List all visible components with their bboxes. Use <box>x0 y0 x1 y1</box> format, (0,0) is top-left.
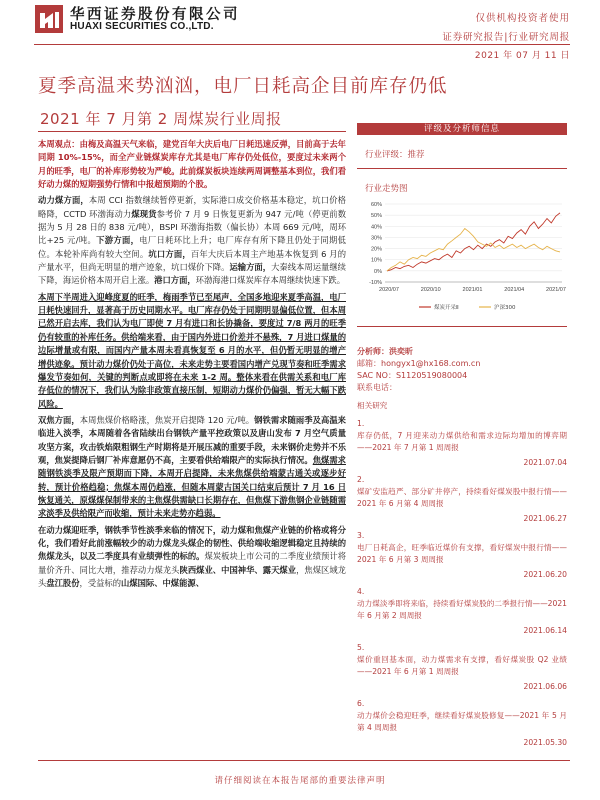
analyst-name: 洪奕昕 <box>389 347 413 356</box>
x-tick-label: 2020/07 <box>379 287 399 293</box>
legend-label: 沪深300 <box>494 305 516 311</box>
industry-rating: 行业评级：推荐 <box>365 150 425 160</box>
y-tick-label: -10% <box>369 280 382 286</box>
analyst-email[interactable]: 邮箱：hongyx1@hx168.com.cn <box>357 359 481 368</box>
related-report-number: 4. <box>357 587 365 596</box>
x-tick-label: 2020/10 <box>420 287 441 293</box>
analyst-sac-no: SAC NO：S1120519080004 <box>357 371 468 380</box>
related-report-item[interactable] <box>357 698 567 749</box>
report-title: 夏季高温来势汹汹，电厂日耗高企目前库存仍低 <box>38 76 448 97</box>
sidebar-divider <box>357 168 567 169</box>
footer-divider <box>38 760 570 761</box>
thermal-coal-paragraph: 动力煤方面，本周 CCI 指数继续暂停更新，实际港口成交价格基本稳定，坑口价格略降，CCTD 环渤海动力煤现货参考价 7 月 9 日恢复更新为 947 元/吨（停更前数据为 5 月 28 日的 838 元/吨），BSPI 环渤海指数（偏长协）本周 669 元/吨，周环比+25 元/吨。下游方面，电厂日耗环比上升；电厂库存有所下降且仍处于同期低位。本轮补库尚有较大空间。坑口方面，百年大庆后本周主产地基本恢复到 6 月的产量水平，但尚无明显的增产迹象，坑口煤价下降。运输方面，大秦线本周运量继续下降，海运价格本周开启上涨。港口方面，环渤海港口煤炭库存本周继续快速下跌。 <box>38 195 346 286</box>
huaxi-logo-icon <box>34 4 64 34</box>
related-report-title[interactable]: 动力煤淡季即将来临，持续看好煤炭股的二季报行情——2021 年 6 月第 2 周周报 <box>357 599 567 620</box>
related-report-number: 5. <box>357 643 365 652</box>
report-date: 2021 年 07 月 11 日 <box>474 51 570 61</box>
analyst-info: 分析师：洪奕昕 邮箱：hongyx1@hx168.com.cn SAC NO：S1120519080004 联系电话： <box>357 346 567 394</box>
y-tick-label: 50% <box>370 213 382 220</box>
related-research <box>357 400 567 754</box>
y-tick-label: 30% <box>370 235 382 242</box>
related-report-number: 2. <box>357 475 365 484</box>
related-report-date: 2021.06.20 <box>523 570 567 579</box>
y-tick-label: 60% <box>370 202 382 208</box>
related-report-item[interactable] <box>357 642 567 693</box>
related-report-item[interactable] <box>357 586 567 637</box>
related-report-number: 1. <box>357 419 365 428</box>
audience-note: 仅供机构投资者使用 <box>475 13 570 24</box>
x-tick-label: 2021/04 <box>504 287 525 293</box>
company-name-cn: 华西证券股份有限公司 <box>70 7 240 23</box>
y-tick-label: 20% <box>370 246 382 253</box>
related-report-title[interactable]: 煤价重回基本面，动力煤需求有支撑，看好煤炭股 Q2 业绩——2021 年 6 月第 1 周周报 <box>357 655 567 676</box>
rating-section-header: 评级及分析师信息 <box>357 123 567 135</box>
report-subtitle: 2021 年 7 月第 2 周煤炭行业周报 <box>40 110 282 128</box>
related-report-title[interactable]: 库存仍低，7 月迎来动力煤供给和需求边际均增加的博弈期——2021 年 7 月第 1 周周报 <box>357 431 567 452</box>
report-type: 证券研究报告|行业研究周报 <box>442 32 570 43</box>
y-tick-label: 0% <box>374 268 382 275</box>
x-tick-label: 2021/01 <box>462 287 483 293</box>
related-report-date: 2021.06.14 <box>523 626 567 635</box>
related-research-heading: 相关研究 <box>357 401 388 410</box>
related-report-date: 2021.07.04 <box>523 458 567 467</box>
related-report-number: 6. <box>357 699 365 708</box>
page-header <box>0 0 600 62</box>
related-report-number: 3. <box>357 531 365 540</box>
related-report-item[interactable] <box>357 418 567 469</box>
report-body <box>38 138 346 593</box>
key-view-paragraph: 本周观点：由梅及高温天气来临，建党百年大庆后电厂日耗迅速反弹，目前高于去年同期 10%-15%，而全产业链煤炭库存尤其是电厂库存仍处低位，要度过未来两个月的旺季，电厂的补库形势较为严峻。此前煤炭板块连续两周调整基本到位，我们看好动力煤的短期强势行情和中报超预期的个股。 <box>38 139 346 190</box>
related-report-item[interactable] <box>357 530 567 581</box>
related-report-title[interactable]: 电厂日耗高企，旺季临近煤价有支撑，看好煤炭中报行情——2021 年 6 月第 3 周周报 <box>357 543 567 564</box>
coking-coal-paragraph: 双焦方面，本周焦煤价格略涨，焦炭开启提降 120 元/吨。钢铁需求随雨季及高温来临进入淡季，本周随着各省陆续出台钢铁产量平控政策以及唐山发布 7 月空气质量攻坚方案，攻击铁焰限粗钢生产时期将是开展压减的重要手段，未来钢价走势并不乐观，焦炭提降后钢厂补库意愿仍不高，主要看供给端限产的实际执行情况。焦煤需求随钢铁淡季及限产预期而下降，本周开启提降，未来焦煤供给端蒙古通关或逐步好转，预计价格趋稳；焦煤本周仍趋涨，但随本周蒙古国关口结束后预计 7 月 16 日恢复通关，原煤煤保制带来的主焦煤供需缺口长期存在，但焦煤下游焦钢企业链随需求淡季及供给限产而收缩，预计未来走势亦趋弱。 <box>38 414 346 519</box>
sidebar-divider-2 <box>357 326 567 327</box>
company-name-en: HUAXI SECURITIES CO.,LTD. <box>70 21 214 32</box>
chart-title: 行业走势图 <box>365 184 408 194</box>
related-report-date: 2021.06.27 <box>523 514 567 523</box>
related-report-date: 2021.06.06 <box>523 682 567 691</box>
x-tick-label: 2021/07 <box>546 287 566 293</box>
subtitle-divider <box>38 131 346 132</box>
related-report-item[interactable] <box>357 474 567 525</box>
y-tick-label: 40% <box>370 224 382 231</box>
outlook-paragraph: 本周下半周进入迎峰度夏的旺季，梅雨季节已至尾声，全国多地迎来夏季高温，电厂日耗快速回升，显著高于历史同期水平。电厂库存仍处于同期明显偏低位置，但本周已然开启去库，我们认为电厂即使 7 月有进口和长协撬备，要度过 7/8 两月的旺季仍有较重的补库任务。供给端来看，由于国内外进口价差并不悬殊，7 月进口煤量的边际增量或有限，而国内产量本周未看真恢复至 6 月的水平，但仍暂无明显的增产增供迹象。预计动力煤价仍处于高位，未来走势主要看国内增产兑现节奏和旺季需求爆发节奏如何，关键的判断点或即将在未来 1-2 周。整体来看在供需关系和电厂库存低位的情况下，我们认为除非政策直接压制，短期动力煤价仍偏强，暂无大幅下跌风险。 <box>38 291 346 409</box>
related-report-title[interactable]: 动力煤价会稳迎旺季，继续看好煤炭股修复——2021 年 5 月第 4 周周报 <box>357 711 567 732</box>
header-divider <box>34 44 570 45</box>
related-report-date: 2021.05.30 <box>523 738 567 747</box>
conclusion-paragraph: 在动力煤迎旺季，钢铁季节性淡季来临的情况下，动力煤和焦煤产业链的价格或将分化，我们看好此前涨幅较少的动力煤龙头煤企的韧性、供给端收缩逻辑稳定且持续的焦煤龙头，以及二季度具有业绩弹性的标的。煤炭板块上市公司的二季度业绩预计将量价齐升、同比大增，推荐动力煤龙头陕西煤业、中国神华、露天煤业，焦煤区域龙头盘江股份，受益标的山煤国际、中煤能源、 <box>38 524 346 588</box>
analyst-phone: 联系电话： <box>357 383 397 392</box>
series-line-1 <box>387 213 560 271</box>
y-tick-label: 10% <box>370 257 382 264</box>
related-report-title[interactable]: 煤矿安监趋严、部分矿井停产，持续看好煤炭股中报行情——2021 年 6 月第 4 周周报 <box>357 487 567 508</box>
legend-label: 煤炭开采Ⅱ <box>434 305 459 311</box>
industry-trend-chart <box>357 198 567 316</box>
legal-notice[interactable]: 请仔细阅读在本报告尾部的重要法律声明 <box>214 776 386 786</box>
